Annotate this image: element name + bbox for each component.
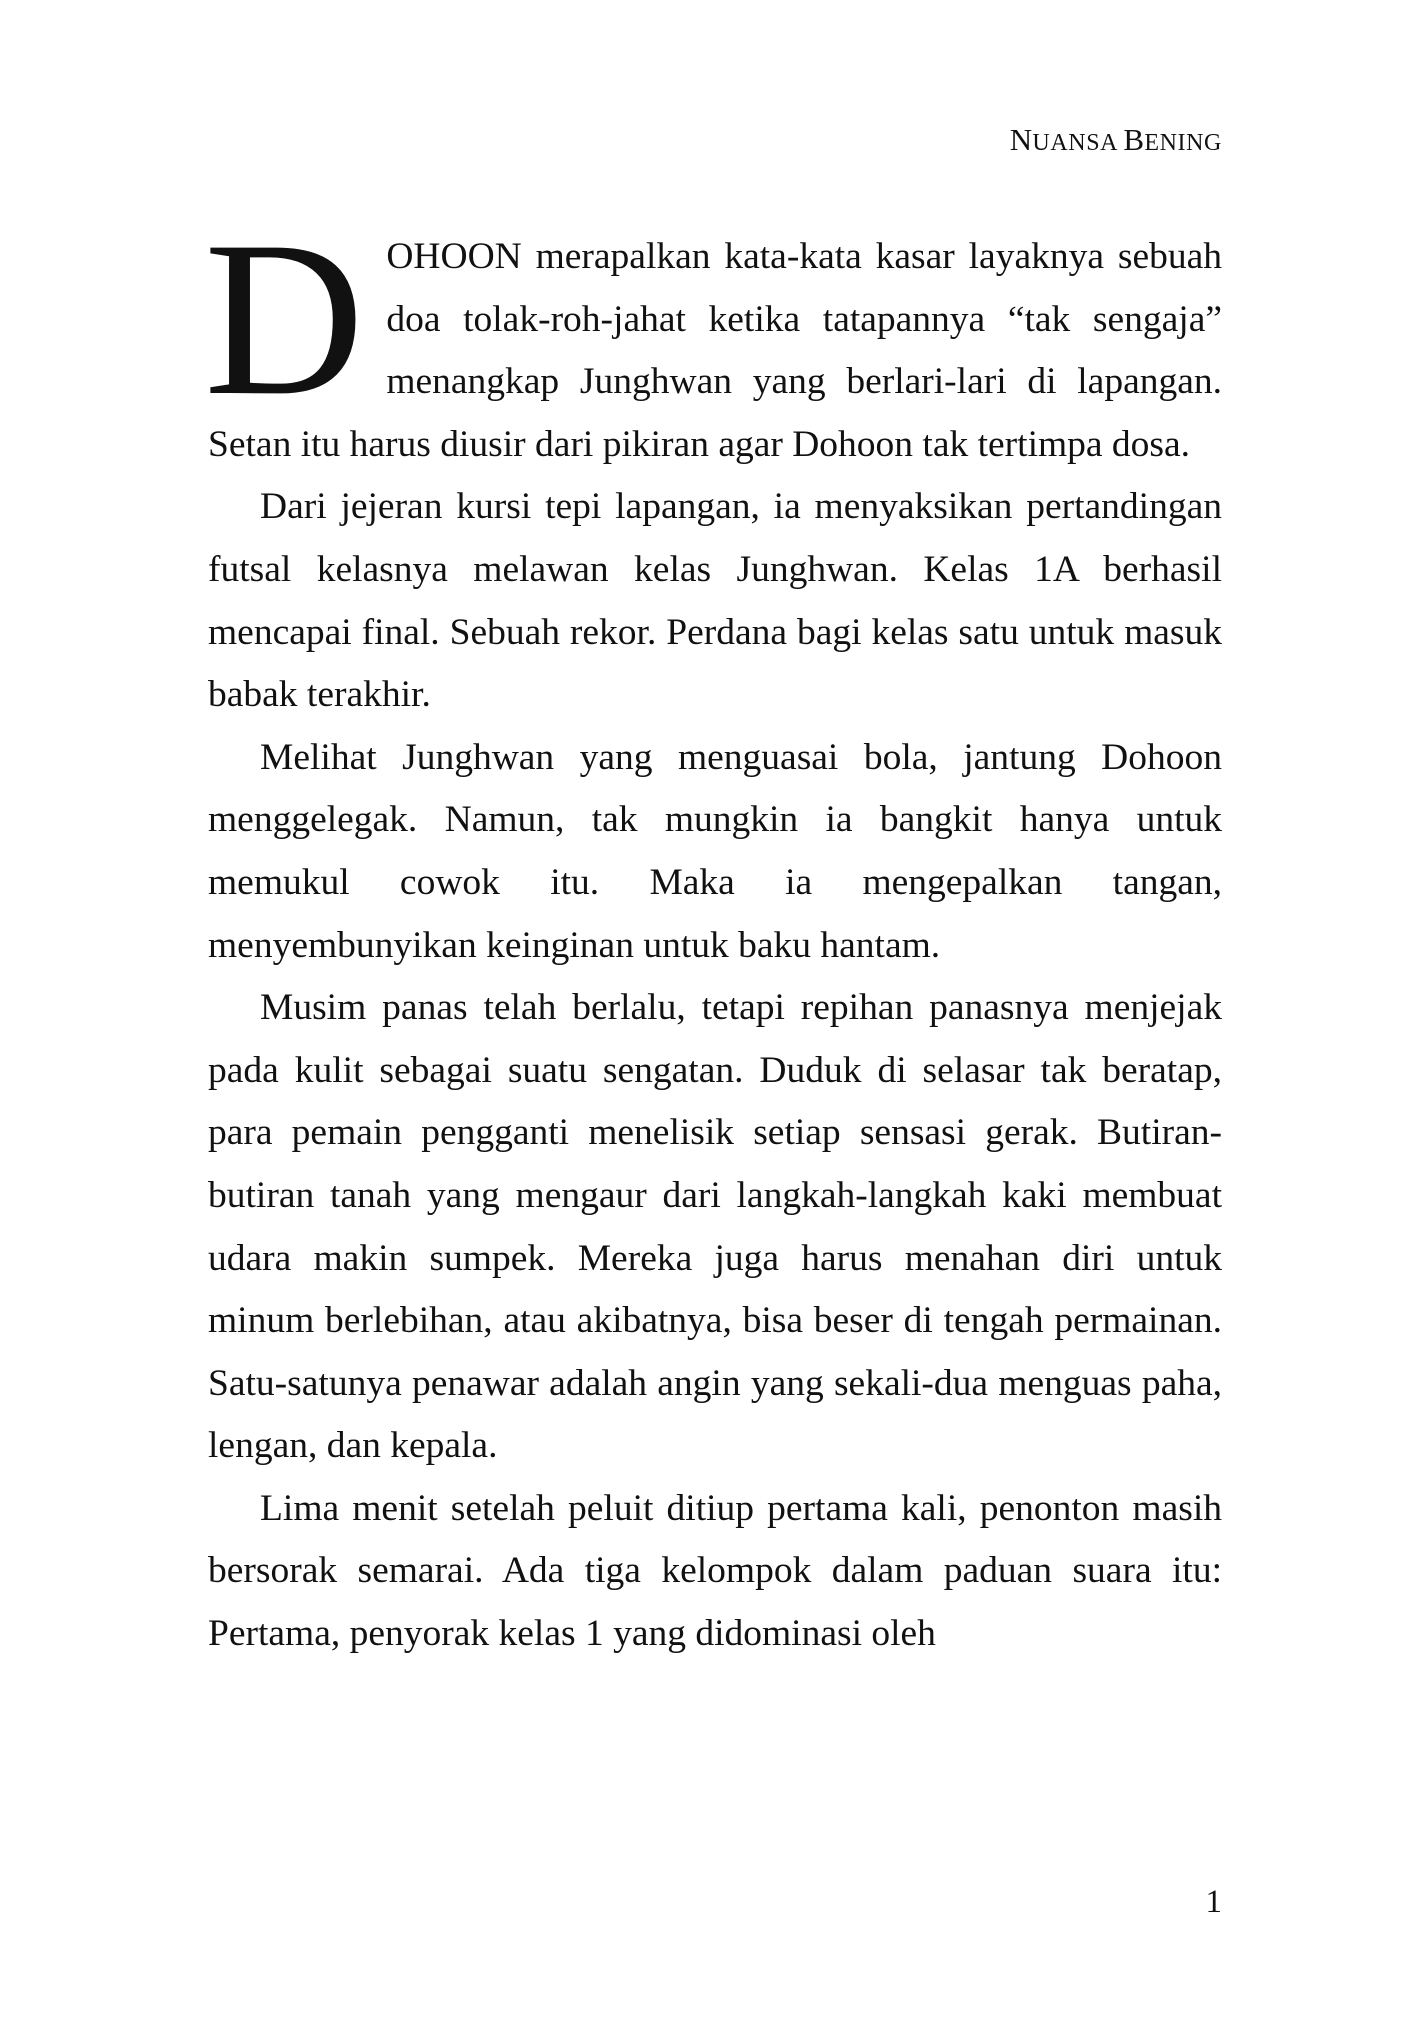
paragraph-1 <box>204 196 1222 476</box>
running-head-smallcaps-2: ENING <box>1144 130 1222 156</box>
chapter-body <box>204 196 1222 1666</box>
running-head <box>1010 120 1222 163</box>
paragraph-2: Dari jejeran kursi tepi lapangan, ia menyaksikan pertandingan futsal kelasnya melawan kelas Junghwan. Kelas 1A berhasil mencapai final. Sebuah rekor. Perdana bagi kelas satu untuk masuk babak terakhir. <box>208 486 1222 716</box>
running-head-smallcaps-1: UANSA <box>1032 130 1124 156</box>
page-number: 1 <box>1205 1884 1222 1920</box>
paragraph-1-text: OHOON merapalkan kata-kata kasar layaknya sebuah doa tolak-roh-jahat ketika tatapannya “tak sengaja” menangkap Junghwan yang berlari-lari di lapangan. Setan itu harus diusir dari pikiran agar Dohoon tak tertimpa dosa. <box>208 236 1222 465</box>
paragraph-4: Musim panas telah berlalu, tetapi repihan panasnya menjejak pada kulit sebagai suatu sengatan. Duduk di selasar tak beratap, para pemain pengganti menelisik setiap sensasi gerak. Butiran-butiran tanah yang mengaur dari langkah-langkah kaki membuat udara makin sumpek. Mereka juga harus menahan diri untuk minum berlebihan, atau akibatnya, bisa beser di tengah permainan. Satu-satunya penawar adalah angin yang sekali-dua menguas paha, lengan, dan kepala. <box>208 987 1222 1467</box>
running-head-initial-2: B <box>1123 122 1145 157</box>
paragraph-5: Lima menit setelah peluit ditiup pertama kali, penonton masih bersorak semarai. Ada tiga kelompok dalam paduan suara itu: Pertama, penyorak kelas 1 yang didominasi oleh <box>208 1487 1222 1655</box>
running-head-initial-1: N <box>1009 122 1033 157</box>
paragraph-3: Melihat Junghwan yang menguasai bola, jantung Dohoon menggelegak. Namun, tak mungkin ia bangkit hanya untuk memukul cowok itu. Maka ia mengepalkan tangan, menyembunyikan keinginan untuk baku hantam. <box>208 736 1222 966</box>
drop-cap: D <box>204 196 365 442</box>
